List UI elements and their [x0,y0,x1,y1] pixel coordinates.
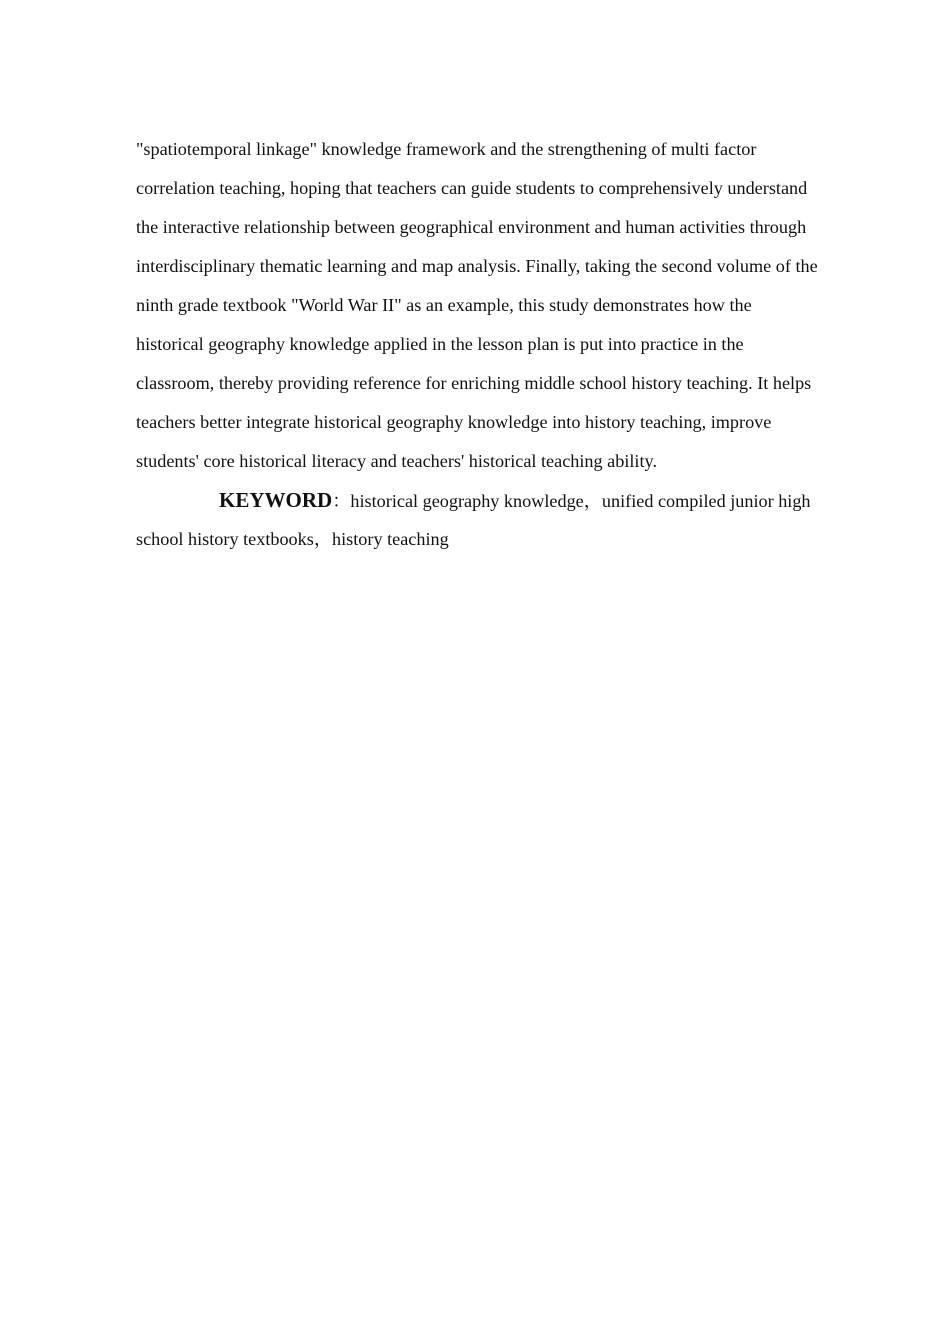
keywords-line [136,481,866,520]
abstract-body [136,130,866,559]
keywords-label: KEYWORD [219,488,333,512]
abstract-line: historical geography knowledge applied in the lesson plan is put into practice in the [136,334,744,354]
abstract-line: teachers better integrate historical geography knowledge into history teaching, improve [136,412,772,432]
abstract-line: "spatiotemporal linkage" knowledge framework and the strengthening of multi factor [136,139,757,159]
abstract-line: correlation teaching, hoping that teachers can guide students to comprehensively understand [136,178,808,198]
abstract-line: ninth grade textbook "World War II" as an example, this study demonstrates how the [136,295,752,315]
abstract-line: interdisciplinary thematic learning and map analysis. Finally, taking the second volume of the [136,256,818,276]
abstract-line: students' core historical literacy and teachers' historical teaching ability. [136,451,657,471]
abstract-line: the interactive relationship between geographical environment and human activities through [136,217,807,237]
keywords-separator: ： [332,491,351,511]
abstract-line: classroom, thereby providing reference for enriching middle school history teaching. It helps [136,373,812,393]
keywords-line-continued: school history textbooks，history teaching [136,529,449,549]
keywords-text-1: historical geography knowledge，unified compiled junior high [350,491,811,511]
